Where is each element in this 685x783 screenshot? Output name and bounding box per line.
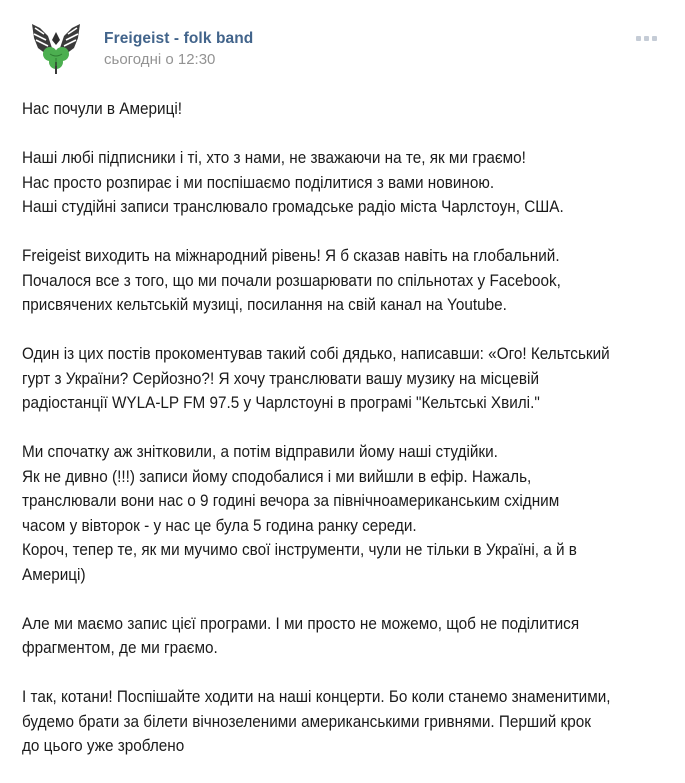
text-line: Нас почули в Америці! xyxy=(22,99,183,118)
text-line: до цього уже зроблено xyxy=(22,736,185,755)
paragraph xyxy=(22,342,682,416)
paragraph xyxy=(22,244,682,318)
more-options-button[interactable] xyxy=(636,36,660,44)
text-line: Ми спочатку аж знітковили, а потім відправили йому наші студійки. xyxy=(22,442,498,461)
text-line: радіостанції WYLA-LP FM 97.5 у Чарлстоуні в програмі "Кельтські Хвилі." xyxy=(22,393,540,412)
text-line: будемо брати за білети вічнозеленими американськими гривнями. Перший крок xyxy=(22,711,591,731)
paragraph xyxy=(22,685,682,759)
more-dots-icon xyxy=(636,36,641,41)
text-line: Короч, тепер те, як ми мучимо свої інструменти, чули не тільки в Україні, а й в xyxy=(22,540,577,559)
text-line: Freigeist виходить на міжнародний рівень! Я б сказав навіть на глобальний. xyxy=(22,246,560,265)
text-line: Нас просто розпирає і ми поспішаємо поділитися з вами новиною. xyxy=(22,172,495,192)
text-line: транслювали вони нас о 9 годині вечора за північноамериканським східним xyxy=(22,491,560,510)
paragraph xyxy=(22,440,682,587)
text-line: гурт з України? Серйозно?! Я хочу транслювати вашу музику на місцевій xyxy=(22,368,539,388)
text-line: присвячених кельтській музиці, посилання на свій канал на Youtube. xyxy=(22,295,507,314)
paragraph xyxy=(22,97,682,122)
author-name[interactable]: Freigeist - folk band xyxy=(104,30,254,47)
paragraph xyxy=(22,146,682,220)
text-line: фрагментом, де ми граємо. xyxy=(22,638,218,657)
text-line: Наші студійні записи транслювало громадське радіо міста Чарлстоун, США. xyxy=(22,197,564,216)
post-text xyxy=(22,97,682,783)
text-line: часом у вівторок - у нас це була 5 година ранку середи. xyxy=(22,515,417,535)
text-line: Як не дивно (!!!) записи йому сподобалися і ми вийшли в ефір. Нажаль, xyxy=(22,466,532,486)
more-dots-icon xyxy=(652,36,657,41)
text-line: Америці) xyxy=(22,564,86,584)
text-line: Один із цих постів прокоментував такий собі дядько, написавши: «Ого! Кельтський xyxy=(22,344,610,363)
text-line: І так, котани! Поспішайте ходити на наші концерти. Бо коли станемо знаменитими, xyxy=(22,687,611,706)
post-timestamp[interactable]: сьогодні о 12:30 xyxy=(104,51,216,68)
text-line: Почалося все з того, що ми почали розшарювати по спільнотах у Facebook, xyxy=(22,270,561,290)
band-logo-icon xyxy=(26,18,86,78)
avatar[interactable] xyxy=(26,18,86,78)
text-line: Але ми маємо запис цієї програми. І ми просто не можемо, щоб не поділитися xyxy=(22,613,580,633)
more-dots-icon xyxy=(644,36,649,41)
text-line: Наші любі підписники і ті, хто з нами, не зважаючи на те, як ми граємо! xyxy=(22,148,526,167)
post-header xyxy=(0,0,685,90)
paragraph xyxy=(22,612,682,661)
